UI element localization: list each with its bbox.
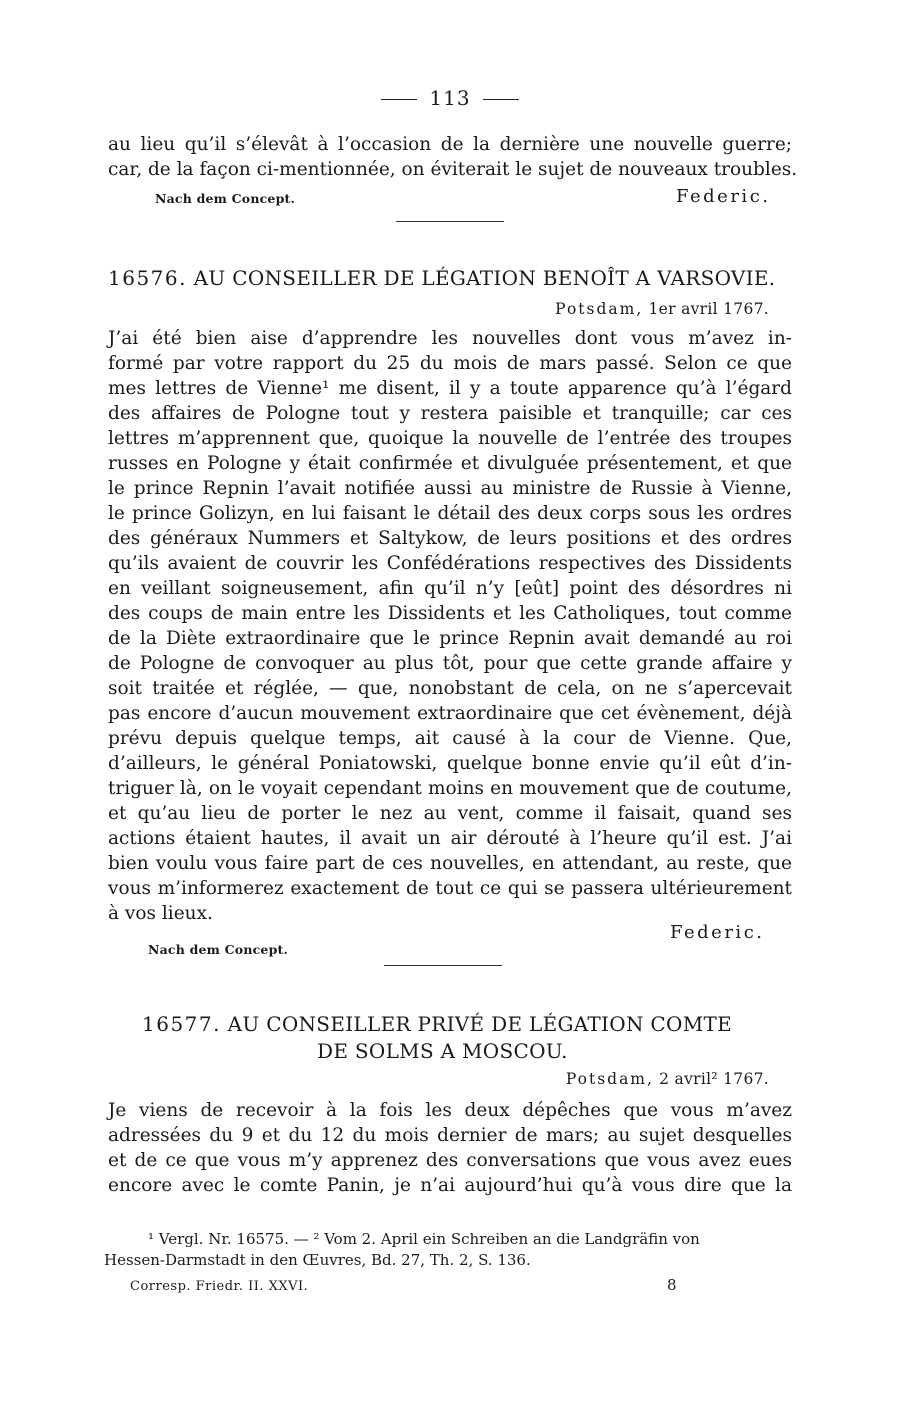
body-line: Je viens de recevoir à la fois les deux dépêches que vous m’avez xyxy=(108,1100,792,1121)
dateline-date: 1er avril 1767. xyxy=(648,300,769,318)
page-number-text: 113 xyxy=(429,86,471,110)
body-line: à vos lieux. xyxy=(108,903,213,924)
body-line: soit traitée et réglée, — que, nonobstant de cela, on ne s’apercevait xyxy=(108,678,792,699)
dateline-place: Potsdam, xyxy=(565,1070,654,1088)
body-line: le prince Repnin l’avait notifiée aussi au ministre de Russie à Vienne, xyxy=(108,478,792,499)
body-line: d’ailleurs, le général Poniatowski, quelque bonne envie qu’il eût d’in- xyxy=(108,753,792,774)
letter-title: AU CONSEILLER PRIVÉ DE LÉGATION COMTE xyxy=(227,1012,733,1036)
signature: Federic. xyxy=(670,922,765,943)
letter-number: 16576. xyxy=(108,266,187,290)
body-line: en veillant soigneusement, afin qu’il n’y [eût] point des désordres ni xyxy=(108,578,792,599)
body-line: mes lettres de Vienne¹ me disent, il y a toute apparence qu’à l’égard xyxy=(108,378,792,399)
body-line: qu’ils avaient de couvrir les Confédérations respectives des Dissidents xyxy=(108,553,792,574)
section-divider xyxy=(384,965,502,966)
letter-number: 16577. xyxy=(142,1012,221,1036)
body-line: russes en Pologne y était confirmée et divulguée présentement, et que xyxy=(108,453,792,474)
collection-reference: Corresp. Friedr. II. XXVI. xyxy=(130,1279,309,1294)
intro-line: car, de la façon ci-mentionnée, on éviterait le sujet de nouveaux troubles. xyxy=(108,159,798,180)
footnote: Hessen-Darmstadt in den Œuvres, Bd. 27, Th. 2, S. 136. xyxy=(104,1251,531,1269)
source-note: Nach dem Concept. xyxy=(148,942,289,957)
body-line: des généraux Nummers et Saltykow, de leurs positions et des ordres xyxy=(108,528,792,549)
body-line: de la Diète extraordinaire que le prince Repnin avait demandé au roi xyxy=(108,628,792,649)
section-divider xyxy=(396,221,504,222)
body-line: et de ce que vous m’y apprenez des conversations que vous avez eues xyxy=(108,1150,792,1171)
body-line: J’ai été bien aise d’apprendre les nouvelles dont vous m’avez in- xyxy=(108,328,792,349)
body-line: et qu’au lieu de porter le nez au vent, comme il faisait, quand ses xyxy=(108,803,792,824)
page-number-dash-right xyxy=(483,99,519,100)
source-note: Nach dem Concept. xyxy=(155,191,296,206)
body-line: le prince Golizyn, en lui faisant le détail des deux corps sous les ordres xyxy=(108,503,792,524)
intro-line: au lieu qu’il s’élevât à l’occasion de la dernière une nouvelle guerre; xyxy=(108,134,792,155)
body-line: adressées du 9 et du 12 du mois dernier de mars; au sujet desquelles xyxy=(108,1125,792,1146)
letter-heading xyxy=(142,1012,732,1036)
body-line: bien voulu vous faire part de ces nouvelles, en attendant, au reste, que xyxy=(108,853,792,874)
letter-heading xyxy=(108,266,775,290)
body-line: prévu depuis quelque temps, ait causé à la cour de Vienne. Que, xyxy=(108,728,792,749)
letter-title: AU CONSEILLER DE LÉGATION BENOÎT A VARSOVIE. xyxy=(193,266,776,290)
body-line: triguer là, on le voyait cependant moins en mouvement que de coutume, xyxy=(108,778,792,799)
dateline xyxy=(566,1070,769,1088)
body-line: encore avec le comte Panin, je n’ai aujourd’hui qu’à vous dire que la xyxy=(108,1175,792,1196)
page-number-dash-left xyxy=(381,99,417,100)
dateline xyxy=(555,300,769,318)
footnote: ¹ Vergl. Nr. 16575. — ² Vom 2. April ein Schreiben an die Landgräfin von xyxy=(148,1230,700,1248)
dateline-date: 2 avril² 1767. xyxy=(659,1070,769,1088)
signature: Federic. xyxy=(676,186,771,207)
signature-mark: 8 xyxy=(667,1276,678,1294)
body-line: vous m’informerez exactement de tout ce qui se passera ultérieurement xyxy=(108,878,792,899)
body-line: formé par votre rapport du 25 du mois de mars passé. Selon ce que xyxy=(108,353,792,374)
body-line: actions étaient hautes, il avait un air dérouté à l’heure qu’il est. J’ai xyxy=(108,828,792,849)
letter-title-continued: DE SOLMS A MOSCOU. xyxy=(317,1039,568,1063)
body-line: des coups de main entre les Dissidents et les Catholiques, tout comme xyxy=(108,603,792,624)
body-line: de Pologne de convoquer au plus tôt, pour que cette grande affaire y xyxy=(108,653,792,674)
body-line: lettres m’apprennent que, quoique la nouvelle de l’entrée des troupes xyxy=(108,428,792,449)
body-line: pas encore d’aucun mouvement extraordinaire que cet évènement, déjà xyxy=(108,703,792,724)
dateline-place: Potsdam, xyxy=(555,300,644,318)
page-number xyxy=(0,86,900,110)
body-line: des affaires de Pologne tout y restera paisible et tranquille; car ces xyxy=(108,403,792,424)
